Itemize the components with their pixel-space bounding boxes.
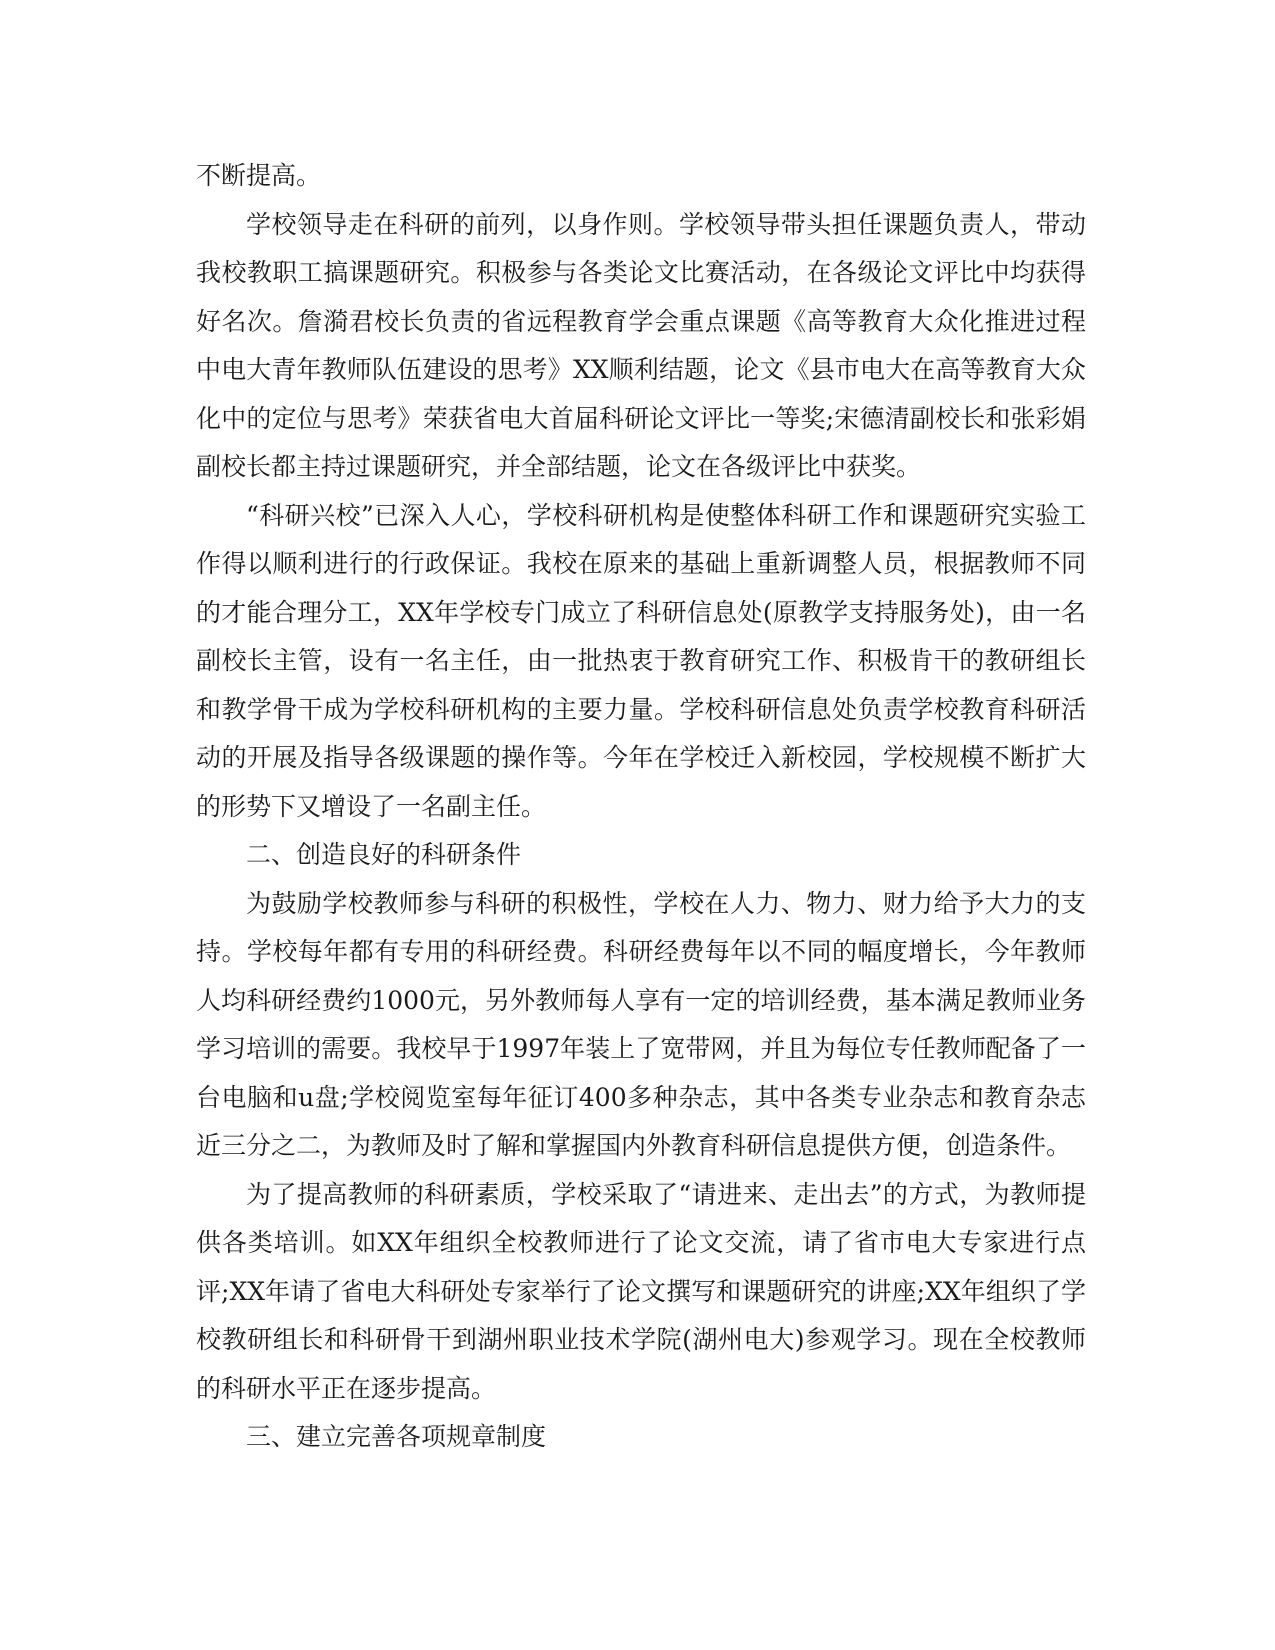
section-heading-2: 二、创造良好的科研条件 xyxy=(246,840,522,869)
paragraph-funding: 为鼓励学校教师参与科研的积极性，学校在人力、物力、财力给予大力的支持。学校每年都有专用的科研经费。科研经费每年以不同的幅度增长，今年教师人均科研经费约1000元，另外教师每人享有一定的培训经费，基本满足教师业务学习培训的需要。我校早于1997年装上了宽带网，并且为每位专任教师配备了一台电脑和u盘;学校阅览室每年征订400多种杂志，其中各类专业杂志和教育杂志近三分之二，为教师及时了解和掌握国内外教育科研信息提供方便，创造条件。 xyxy=(196,888,1086,1160)
document-body xyxy=(196,152,1086,1462)
section-heading-3: 三、建立完善各项规章制度 xyxy=(246,1422,547,1451)
paragraph-research-institution: “科研兴校”已深入人心，学校科研机构是使整体科研工作和课题研究实验工作得以顺利进行的行政保证。我校在原来的基础上重新调整人员，根据教师不同的才能合理分工，XX年学校专门成立了科研信息处(原教学支持服务处)，由一名副校长主管，设有一名主任，由一批热衷于教育研究工作、积极肯干的教研组长和教学骨干成为学校科研机构的主要力量。学校科研信息处负责学校教育科研活动的开展及指导各级课题的操作等。今年在学校迁入新校园，学校规模不断扩大的形势下又增设了一名副主任。 xyxy=(196,500,1086,821)
paragraph-training: 为了提高教师的科研素质，学校采取了“请进来、走出去”的方式，为教师提供各类培训。如XX年组织全校教师进行了论文交流，请了省市电大专家进行点评;XX年请了省电大科研处专家举行了论文撰写和课题研究的讲座;XX年组织了学校教研组长和科研骨干到湖州职业技术学院(湖州电大)参观学习。现在全校教师的科研水平正在逐步提高。 xyxy=(196,1179,1086,1403)
paragraph-continuation: 不断提高。 xyxy=(196,161,322,190)
paragraph-leadership: 学校领导走在科研的前列，以身作则。学校领导带头担任课题负责人，带动我校教职工搞课题研究。积极参与各类论文比赛活动，在各级论文评比中均获得好名次。詹漪君校长负责的省远程教育学会重点课题《高等教育大众化推进过程中电大青年教师队伍建设的思考》XX顺利结题，论文《县市电大在高等教育大众化中的定位与思考》荣获省电大首届科研论文评比一等奖;宋德清副校长和张彩娟副校长都主持过课题研究，并全部结题，论文在各级评比中获奖。 xyxy=(196,209,1086,481)
